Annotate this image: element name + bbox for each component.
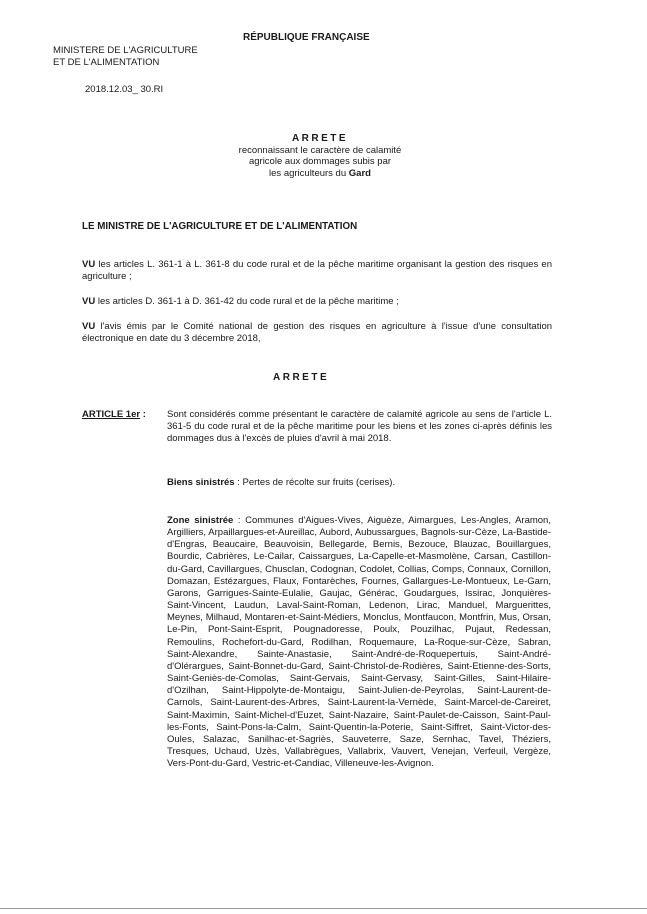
vu-text: les articles L. 361-1 à L. 361-8 du code rural et de la pêche maritime organisant la gestion des risques en agriculture ; — [82, 259, 552, 283]
department-name: Gard — [348, 167, 371, 179]
vu-paragraph-1 — [82, 259, 552, 283]
ministry-header — [53, 45, 198, 69]
title-line-2: agricole aux dommages subis par — [248, 156, 392, 167]
ministry-line-1: MINISTERE DE L'AGRICULTURE — [53, 45, 198, 56]
title-line-3 — [190, 168, 450, 180]
title-line-1: reconnaissant le caractère de calamité — [238, 144, 402, 156]
zone-sinistree — [167, 515, 551, 770]
republique-header: RÉPUBLIQUE FRANÇAISE — [243, 32, 370, 43]
minister-heading: LE MINISTRE DE L'AGRICULTURE ET DE L'ALIMENTATION — [82, 221, 358, 232]
vu-label: VU — [82, 321, 96, 332]
arrete-heading: ARRETE — [273, 372, 330, 383]
vu-label: VU — [82, 296, 96, 307]
document-reference: 2018.12.03_ 30.RI — [85, 84, 164, 95]
title-line-3-prefix: les agriculteurs du — [269, 167, 347, 179]
vu-text: l'avis émis par le Comité national de gestion des risques en agriculture à l'issue d'une consultation électronique en date du 3 décembre 2018, — [82, 321, 553, 345]
bottom-divider — [0, 908, 647, 909]
ministry-line-2: ET DE L'ALIMENTATION — [53, 57, 160, 68]
vu-paragraph-3 — [82, 321, 552, 345]
article-1-text: Sont considérés comme présentant le caractère de calamité agricole au sens de l'article L. 361-5 du code rural et de la pêche maritime pour les biens et les zones ci-après définis les dommages dus à l'excès de pluies d'avril à mai 2018. — [167, 409, 552, 445]
article-1-colon: : — [140, 409, 146, 420]
biens-sinistres — [167, 477, 552, 489]
title-block — [190, 133, 450, 179]
title-heading: ARRETE — [291, 133, 349, 144]
vu-paragraph-2 — [82, 296, 552, 308]
vu-label: VU — [82, 259, 96, 270]
zone-label: Zone sinistrée — [167, 515, 234, 526]
article-1-label — [82, 409, 146, 421]
article-1-label-text: ARTICLE 1er — [82, 409, 141, 420]
zone-text: : Communes d'Aigues-Vives, Aiguèze, Aimargues, Les-Angles, Aramon, Argilliers, Arpaillargues-et-Aureillac, Aubord, Aubussargues, Bagnols-sur-Cèze, La-Bastide-d'Engras, Beaucaire, Beauvoisin, Bellegarde, Bernis, Bezouce, Blauzac, Bouillargues, Bourdic, Cabrières, Le-Cailar, Caissargues, La-Capelle-et-Masmolène, Carsan, Castillon-du-Gard, Cavillargues, Chusclan, Codognan, Codolet, Collias, Comps, Connaux, Cornillon, Domazan, Estézargues, Flaux, Fontarèches, Fournes, Gallargues-Le-Montueux, Le-Garn, Garons, Garrigues-Sainte-Eulalie, Gaujac, Générac, Goudargues, Issirac, Jonquières-Saint-Vincent, Laudun, Laval-Saint-Roman, Ledenon, Lirac, Manduel, Marguerittes, Meynes, Milhaud, Montaren-et-Saint-Médiers, Monclus, Montfaucon, Montfrin, Mus, Orsan, Le-Pin, Pont-Saint-Esprit, Pougnadoresse, Poulx, Pouzilhac, Pujaut, Redessan, Remoulins, Rochefort-du-Gard, Rodilhan, Roquemaure, La-Roque-sur-Cèze, Sabran, Saint-Alexandre, Sainte-Anastasie, Saint-André-de-Roquepertuis, Saint-André-d'Olérargues, Saint-Bonnet-du-Gard, Saint-Christol-de-Rodières, Saint-Etienne-des-Sorts, Saint-Geniès-de-Comolas, Saint-Gervais, Saint-Gervasy, Saint-Gilles, Saint-Hilaire-d'Ozilhan, Saint-Hippolyte-de-Montaigu, Saint-Julien-de-Peyrolas, Saint-Laurent-de-Carnols, Saint-Laurent-des-Arbres, Saint-Laurent-la-Vernède, Saint-Marcel-de-Careiret, Saint-Maximin, Saint-Michel-d'Euzet, Saint-Nazaire, Saint-Paulet-de-Caisson, Saint-Paul-les-Fonts, Saint-Pons-la-Calm, Saint-Quentin-la-Poterie, Saint-Siffret, Saint-Victor-des-Oules, Salazac, Sanilhac-et-Sagriès, Sauveterre, Saze, Sernhac, Tavel, Théziers, Tresques, Uchaud, Uzès, Vallabrègues, Vallabrix, Vauvert, Venejan, Verfeuil, Vergèze, Vers-Pont-du-Gard, Vestric-et-Candiac, Villeneuve-les-Avignon. — [167, 515, 551, 770]
biens-text: : Pertes de récolte sur fruits (cerises). — [234, 477, 396, 488]
vu-text: les articles D. 361-1 à D. 361-42 du code rural et de la pêche maritime ; — [97, 296, 399, 307]
biens-label: Biens sinistrés — [167, 477, 235, 488]
